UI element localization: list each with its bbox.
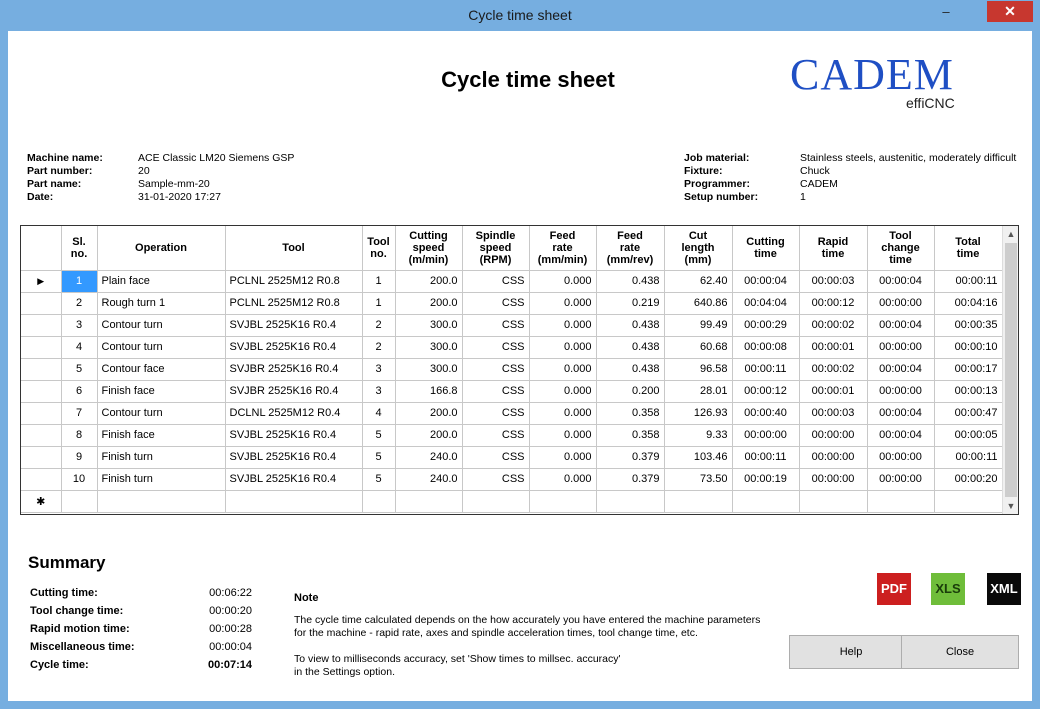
- fixture-value: Chuck: [800, 165, 830, 177]
- table-cell[interactable]: 00:00:04: [732, 270, 799, 292]
- summary-label: Cutting time:: [30, 587, 98, 599]
- help-button[interactable]: Help: [789, 635, 913, 669]
- table-cell[interactable]: 00:00:17: [934, 358, 1002, 380]
- table-cell[interactable]: SVJBL 2525K16 R0.4: [225, 336, 362, 358]
- table-cell[interactable]: CSS: [462, 358, 529, 380]
- table-cell[interactable]: CSS: [462, 314, 529, 336]
- row-header[interactable]: [21, 314, 61, 336]
- column-header[interactable]: Spindle speed (RPM): [462, 226, 529, 270]
- table-cell[interactable]: 0.000: [529, 314, 596, 336]
- table-cell[interactable]: 1: [362, 270, 395, 292]
- table-cell[interactable]: Finish face: [97, 424, 225, 446]
- table-cell[interactable]: Contour turn: [97, 402, 225, 424]
- note-line: The cycle time calculated depends on the how accurately you have entered the machine parameters: [294, 614, 761, 626]
- table-cell[interactable]: 200.0: [395, 402, 462, 424]
- table-cell[interactable]: 00:00:13: [934, 380, 1002, 402]
- table-row[interactable]: [21, 270, 1002, 292]
- job-info-right: [684, 152, 1016, 204]
- job-material-value: Stainless steels, austenitic, moderately difficult: [800, 152, 1017, 164]
- table-cell[interactable]: 2: [362, 336, 395, 358]
- scroll-up-icon[interactable]: ▲: [1006, 229, 1016, 239]
- table-cell[interactable]: 4: [61, 336, 97, 358]
- row-header[interactable]: [21, 490, 61, 512]
- column-header[interactable]: Total time: [934, 226, 1002, 270]
- summary-label: Rapid motion time:: [30, 623, 130, 635]
- table-cell[interactable]: 0.000: [529, 446, 596, 468]
- cadem-logo: [790, 50, 960, 111]
- xls-export-icon[interactable]: XLS: [931, 573, 965, 605]
- table-cell[interactable]: 00:00:01: [799, 380, 867, 402]
- table-cell[interactable]: 0.000: [529, 424, 596, 446]
- summary-tool-change-time: [30, 605, 252, 623]
- table-row[interactable]: [21, 336, 1002, 358]
- machine-name-value: ACE Classic LM20 Siemens GSP: [138, 152, 295, 164]
- table-cell[interactable]: 99.49: [664, 314, 732, 336]
- table-cell[interactable]: [596, 490, 664, 512]
- table-cell[interactable]: 2: [61, 292, 97, 314]
- table-cell[interactable]: 00:00:00: [867, 468, 934, 490]
- table-cell[interactable]: [799, 490, 867, 512]
- row-header[interactable]: [21, 468, 61, 490]
- new-row[interactable]: [21, 490, 1002, 512]
- row-header[interactable]: [21, 380, 61, 402]
- table-cell[interactable]: 0.379: [596, 446, 664, 468]
- column-header[interactable]: Tool: [225, 226, 362, 270]
- table-cell[interactable]: 00:00:00: [799, 424, 867, 446]
- note-line: in the Settings option.: [294, 666, 395, 678]
- table-cell[interactable]: 0.000: [529, 358, 596, 380]
- table-cell[interactable]: [529, 490, 596, 512]
- table-cell[interactable]: 00:00:20: [934, 468, 1002, 490]
- window-title: Cycle time sheet: [468, 7, 572, 23]
- summary-value: 00:00:28: [209, 623, 252, 635]
- row-header[interactable]: [21, 292, 61, 314]
- note-line: for the machine - rapid rate, axes and spindle acceleration times, tool change time, etc.: [294, 627, 698, 639]
- note-line: To view to milliseconds accuracy, set 'Show times to millsec. accuracy': [294, 653, 621, 665]
- row-header[interactable]: [21, 358, 61, 380]
- table-cell[interactable]: 9: [61, 446, 97, 468]
- table-cell[interactable]: [867, 490, 934, 512]
- date-value: 31-01-2020 17:27: [138, 191, 221, 203]
- operations-table: [21, 226, 1003, 513]
- table-cell[interactable]: 00:00:04: [867, 270, 934, 292]
- table-row[interactable]: [21, 314, 1002, 336]
- table-cell[interactable]: 00:00:35: [934, 314, 1002, 336]
- table-cell[interactable]: [732, 490, 799, 512]
- column-header[interactable]: Cut length (mm): [664, 226, 732, 270]
- window-close-button[interactable]: ✕: [987, 1, 1033, 22]
- table-cell[interactable]: [225, 490, 362, 512]
- table-cell[interactable]: 00:00:03: [799, 402, 867, 424]
- table-cell[interactable]: 0.438: [596, 336, 664, 358]
- table-cell[interactable]: Finish turn: [97, 446, 225, 468]
- table-cell[interactable]: [61, 490, 97, 512]
- table-cell[interactable]: 0.000: [529, 380, 596, 402]
- table-cell[interactable]: 00:00:00: [867, 336, 934, 358]
- row-header[interactable]: [21, 446, 61, 468]
- table-cell[interactable]: 73.50: [664, 468, 732, 490]
- setup-number-value: 1: [800, 191, 806, 203]
- table-cell[interactable]: [395, 490, 462, 512]
- table-cell[interactable]: 0.379: [596, 468, 664, 490]
- row-header[interactable]: [21, 402, 61, 424]
- table-cell[interactable]: DCLNL 2525M12 R0.4: [225, 402, 362, 424]
- column-header[interactable]: Cutting speed (m/min): [395, 226, 462, 270]
- table-cell[interactable]: 200.0: [395, 292, 462, 314]
- table-cell[interactable]: 96.58: [664, 358, 732, 380]
- table-row[interactable]: [21, 380, 1002, 402]
- table-cell[interactable]: 300.0: [395, 314, 462, 336]
- table-cell[interactable]: Contour turn: [97, 314, 225, 336]
- table-cell[interactable]: 0.438: [596, 358, 664, 380]
- table-cell[interactable]: 00:00:11: [934, 270, 1002, 292]
- table-cell[interactable]: Rough turn 1: [97, 292, 225, 314]
- summary-value: 00:07:14: [207, 659, 252, 671]
- table-cell[interactable]: 00:00:47: [934, 402, 1002, 424]
- table-cell[interactable]: 00:00:29: [732, 314, 799, 336]
- table-cell[interactable]: Plain face: [97, 270, 225, 292]
- table-cell[interactable]: CSS: [462, 380, 529, 402]
- table-cell[interactable]: 28.01: [664, 380, 732, 402]
- pdf-export-icon[interactable]: PDF: [877, 573, 911, 605]
- table-cell[interactable]: 00:00:11: [934, 446, 1002, 468]
- logo-sub-text: effiCNC: [906, 95, 955, 111]
- table-cell[interactable]: 8: [61, 424, 97, 446]
- table-cell[interactable]: 3: [61, 314, 97, 336]
- table-cell[interactable]: 00:00:12: [732, 380, 799, 402]
- row-header-corner: [21, 226, 61, 270]
- table-cell[interactable]: PCLNL 2525M12 R0.8: [225, 292, 362, 314]
- table-cell[interactable]: 10: [61, 468, 97, 490]
- table-cell[interactable]: 00:00:03: [799, 270, 867, 292]
- table-cell[interactable]: 0.000: [529, 336, 596, 358]
- fixture-label: Fixture:: [684, 165, 723, 177]
- table-cell[interactable]: 1: [362, 292, 395, 314]
- summary-list: [30, 587, 252, 677]
- table-cell[interactable]: 0.000: [529, 402, 596, 424]
- table-cell[interactable]: 0.438: [596, 270, 664, 292]
- table-cell[interactable]: CSS: [462, 402, 529, 424]
- vertical-scrollbar[interactable]: [1002, 226, 1019, 514]
- programmer-label: Programmer:: [684, 178, 750, 190]
- table-cell[interactable]: 126.93: [664, 402, 732, 424]
- table-cell[interactable]: 166.8: [395, 380, 462, 402]
- table-cell[interactable]: SVJBL 2525K16 R0.4: [225, 468, 362, 490]
- table-cell[interactable]: 00:00:04: [867, 358, 934, 380]
- table-cell[interactable]: [97, 490, 225, 512]
- job-info-left: [27, 152, 294, 204]
- table-row[interactable]: [21, 402, 1002, 424]
- table-cell[interactable]: 00:00:00: [867, 292, 934, 314]
- table-cell[interactable]: 00:00:11: [732, 446, 799, 468]
- summary-rapid-motion-time: [30, 623, 252, 641]
- table-cell[interactable]: 00:00:10: [934, 336, 1002, 358]
- table-row[interactable]: [21, 424, 1002, 446]
- table-cell[interactable]: 200.0: [395, 270, 462, 292]
- title-bar[interactable]: [0, 0, 1040, 31]
- table-cell[interactable]: 7: [61, 402, 97, 424]
- table-cell[interactable]: SVJBL 2525K16 R0.4: [225, 424, 362, 446]
- column-header[interactable]: Feed rate (mm/min): [529, 226, 596, 270]
- table-cell[interactable]: CSS: [462, 468, 529, 490]
- column-header[interactable]: Tool change time: [867, 226, 934, 270]
- part-name-value: Sample-mm-20: [138, 178, 210, 190]
- table-cell[interactable]: Contour face: [97, 358, 225, 380]
- table-row[interactable]: [21, 358, 1002, 380]
- table-row[interactable]: [21, 292, 1002, 314]
- column-header[interactable]: Rapid time: [799, 226, 867, 270]
- table-cell[interactable]: 0.438: [596, 314, 664, 336]
- scroll-thumb[interactable]: [1005, 243, 1017, 497]
- table-cell[interactable]: 0.000: [529, 270, 596, 292]
- table-cell[interactable]: PCLNL 2525M12 R0.8: [225, 270, 362, 292]
- table-cell[interactable]: SVJBL 2525K16 R0.4: [225, 446, 362, 468]
- operations-grid[interactable]: [20, 225, 1019, 515]
- table-cell[interactable]: 0.200: [596, 380, 664, 402]
- table-cell[interactable]: 3: [362, 358, 395, 380]
- table-cell[interactable]: 00:00:05: [934, 424, 1002, 446]
- table-cell[interactable]: 00:00:02: [799, 314, 867, 336]
- summary-heading: Summary: [28, 553, 106, 572]
- table-cell[interactable]: CSS: [462, 336, 529, 358]
- table-cell[interactable]: 00:00:04: [867, 402, 934, 424]
- table-cell[interactable]: 6: [61, 380, 97, 402]
- table-cell[interactable]: CSS: [462, 446, 529, 468]
- table-cell[interactable]: 00:00:00: [732, 424, 799, 446]
- table-cell[interactable]: 00:00:11: [732, 358, 799, 380]
- column-header[interactable]: Feed rate (mm/rev): [596, 226, 664, 270]
- table-cell[interactable]: 5: [362, 424, 395, 446]
- summary-label: Cycle time:: [30, 659, 89, 671]
- table-cell[interactable]: 5: [61, 358, 97, 380]
- machine-name-label: Machine name:: [27, 152, 103, 164]
- table-cell[interactable]: 4: [362, 402, 395, 424]
- part-name-label: Part name:: [27, 178, 82, 190]
- table-cell[interactable]: 2: [362, 314, 395, 336]
- table-cell[interactable]: 00:00:04: [867, 424, 934, 446]
- column-header[interactable]: Tool no.: [362, 226, 395, 270]
- table-cell[interactable]: SVJBR 2525K16 R0.4: [225, 380, 362, 402]
- table-cell[interactable]: 103.46: [664, 446, 732, 468]
- table-cell[interactable]: 240.0: [395, 468, 462, 490]
- table-cell[interactable]: 00:04:16: [934, 292, 1002, 314]
- table-cell[interactable]: 5: [362, 468, 395, 490]
- table-cell[interactable]: Finish face: [97, 380, 225, 402]
- sheet-title: Cycle time sheet: [441, 67, 615, 92]
- table-cell[interactable]: [462, 490, 529, 512]
- column-header[interactable]: Sl. no.: [61, 226, 97, 270]
- table-cell[interactable]: 62.40: [664, 270, 732, 292]
- table-cell[interactable]: [362, 490, 395, 512]
- table-cell[interactable]: 300.0: [395, 336, 462, 358]
- table-cell[interactable]: CSS: [462, 424, 529, 446]
- table-cell[interactable]: 5: [362, 446, 395, 468]
- table-cell[interactable]: 0.358: [596, 424, 664, 446]
- programmer-value: CADEM: [800, 178, 838, 190]
- table-cell[interactable]: 00:00:00: [799, 468, 867, 490]
- close-button[interactable]: Close: [901, 635, 1019, 669]
- column-header[interactable]: Operation: [97, 226, 225, 270]
- table-cell[interactable]: CSS: [462, 270, 529, 292]
- xml-export-icon[interactable]: XML: [987, 573, 1021, 605]
- table-cell[interactable]: 200.0: [395, 424, 462, 446]
- table-cell[interactable]: 00:00:00: [867, 446, 934, 468]
- header-row: [21, 226, 1002, 270]
- table-cell[interactable]: 00:00:12: [799, 292, 867, 314]
- date-label: Date:: [27, 191, 54, 203]
- row-header[interactable]: [21, 336, 61, 358]
- summary-value: 00:00:20: [209, 605, 252, 617]
- minimize-button[interactable]: –: [942, 4, 950, 19]
- table-cell[interactable]: 3: [362, 380, 395, 402]
- client-area: [8, 31, 1032, 701]
- new-row-icon: ✱: [36, 495, 46, 508]
- part-number-label: Part number:: [27, 165, 93, 177]
- table-cell[interactable]: CSS: [462, 292, 529, 314]
- table-cell[interactable]: 300.0: [395, 358, 462, 380]
- summary-label: Tool change time:: [30, 605, 124, 617]
- table-row[interactable]: [21, 468, 1002, 490]
- table-cell[interactable]: 00:00:19: [732, 468, 799, 490]
- scroll-down-icon[interactable]: ▼: [1006, 501, 1016, 511]
- table-cell[interactable]: 00:00:40: [732, 402, 799, 424]
- row-header[interactable]: [21, 424, 61, 446]
- summary-cycle-time: [30, 659, 252, 677]
- table-cell[interactable]: SVJBR 2525K16 R0.4: [225, 358, 362, 380]
- setup-number-label: Setup number:: [684, 191, 759, 203]
- table-cell[interactable]: SVJBL 2525K16 R0.4: [225, 314, 362, 336]
- summary-value: 00:00:04: [209, 641, 252, 653]
- job-material-label: Job material:: [684, 152, 750, 164]
- row-header[interactable]: [21, 270, 61, 292]
- summary-misc-time: [30, 641, 252, 659]
- table-cell[interactable]: 640.86: [664, 292, 732, 314]
- table-cell[interactable]: 00:00:04: [867, 314, 934, 336]
- logo-main-text: CADEM: [790, 50, 954, 99]
- table-cell[interactable]: 00:00:02: [799, 358, 867, 380]
- table-cell[interactable]: 0.000: [529, 292, 596, 314]
- table-cell[interactable]: 00:00:01: [799, 336, 867, 358]
- table-cell[interactable]: 00:00:00: [867, 380, 934, 402]
- table-cell[interactable]: 00:04:04: [732, 292, 799, 314]
- table-cell[interactable]: 1: [61, 270, 97, 292]
- table-cell[interactable]: [664, 490, 732, 512]
- table-cell[interactable]: 60.68: [664, 336, 732, 358]
- column-header[interactable]: Cutting time: [732, 226, 799, 270]
- note-heading: Note: [294, 592, 319, 604]
- current-row-icon: ▶: [37, 276, 45, 286]
- table-cell[interactable]: 0.358: [596, 402, 664, 424]
- table-cell[interactable]: 9.33: [664, 424, 732, 446]
- table-cell[interactable]: 240.0: [395, 446, 462, 468]
- summary-cutting-time: [30, 587, 252, 605]
- table-cell[interactable]: 00:00:00: [799, 446, 867, 468]
- note-text: [294, 614, 794, 679]
- table-cell[interactable]: Contour turn: [97, 336, 225, 358]
- summary-value: 00:06:22: [209, 587, 252, 599]
- summary-label: Miscellaneous time:: [30, 641, 135, 653]
- part-number-value: 20: [138, 165, 150, 177]
- table-cell[interactable]: [934, 490, 1002, 512]
- table-row[interactable]: [21, 446, 1002, 468]
- table-cell[interactable]: 00:00:08: [732, 336, 799, 358]
- table-cell[interactable]: 0.000: [529, 468, 596, 490]
- table-cell[interactable]: Finish turn: [97, 468, 225, 490]
- table-cell[interactable]: 0.219: [596, 292, 664, 314]
